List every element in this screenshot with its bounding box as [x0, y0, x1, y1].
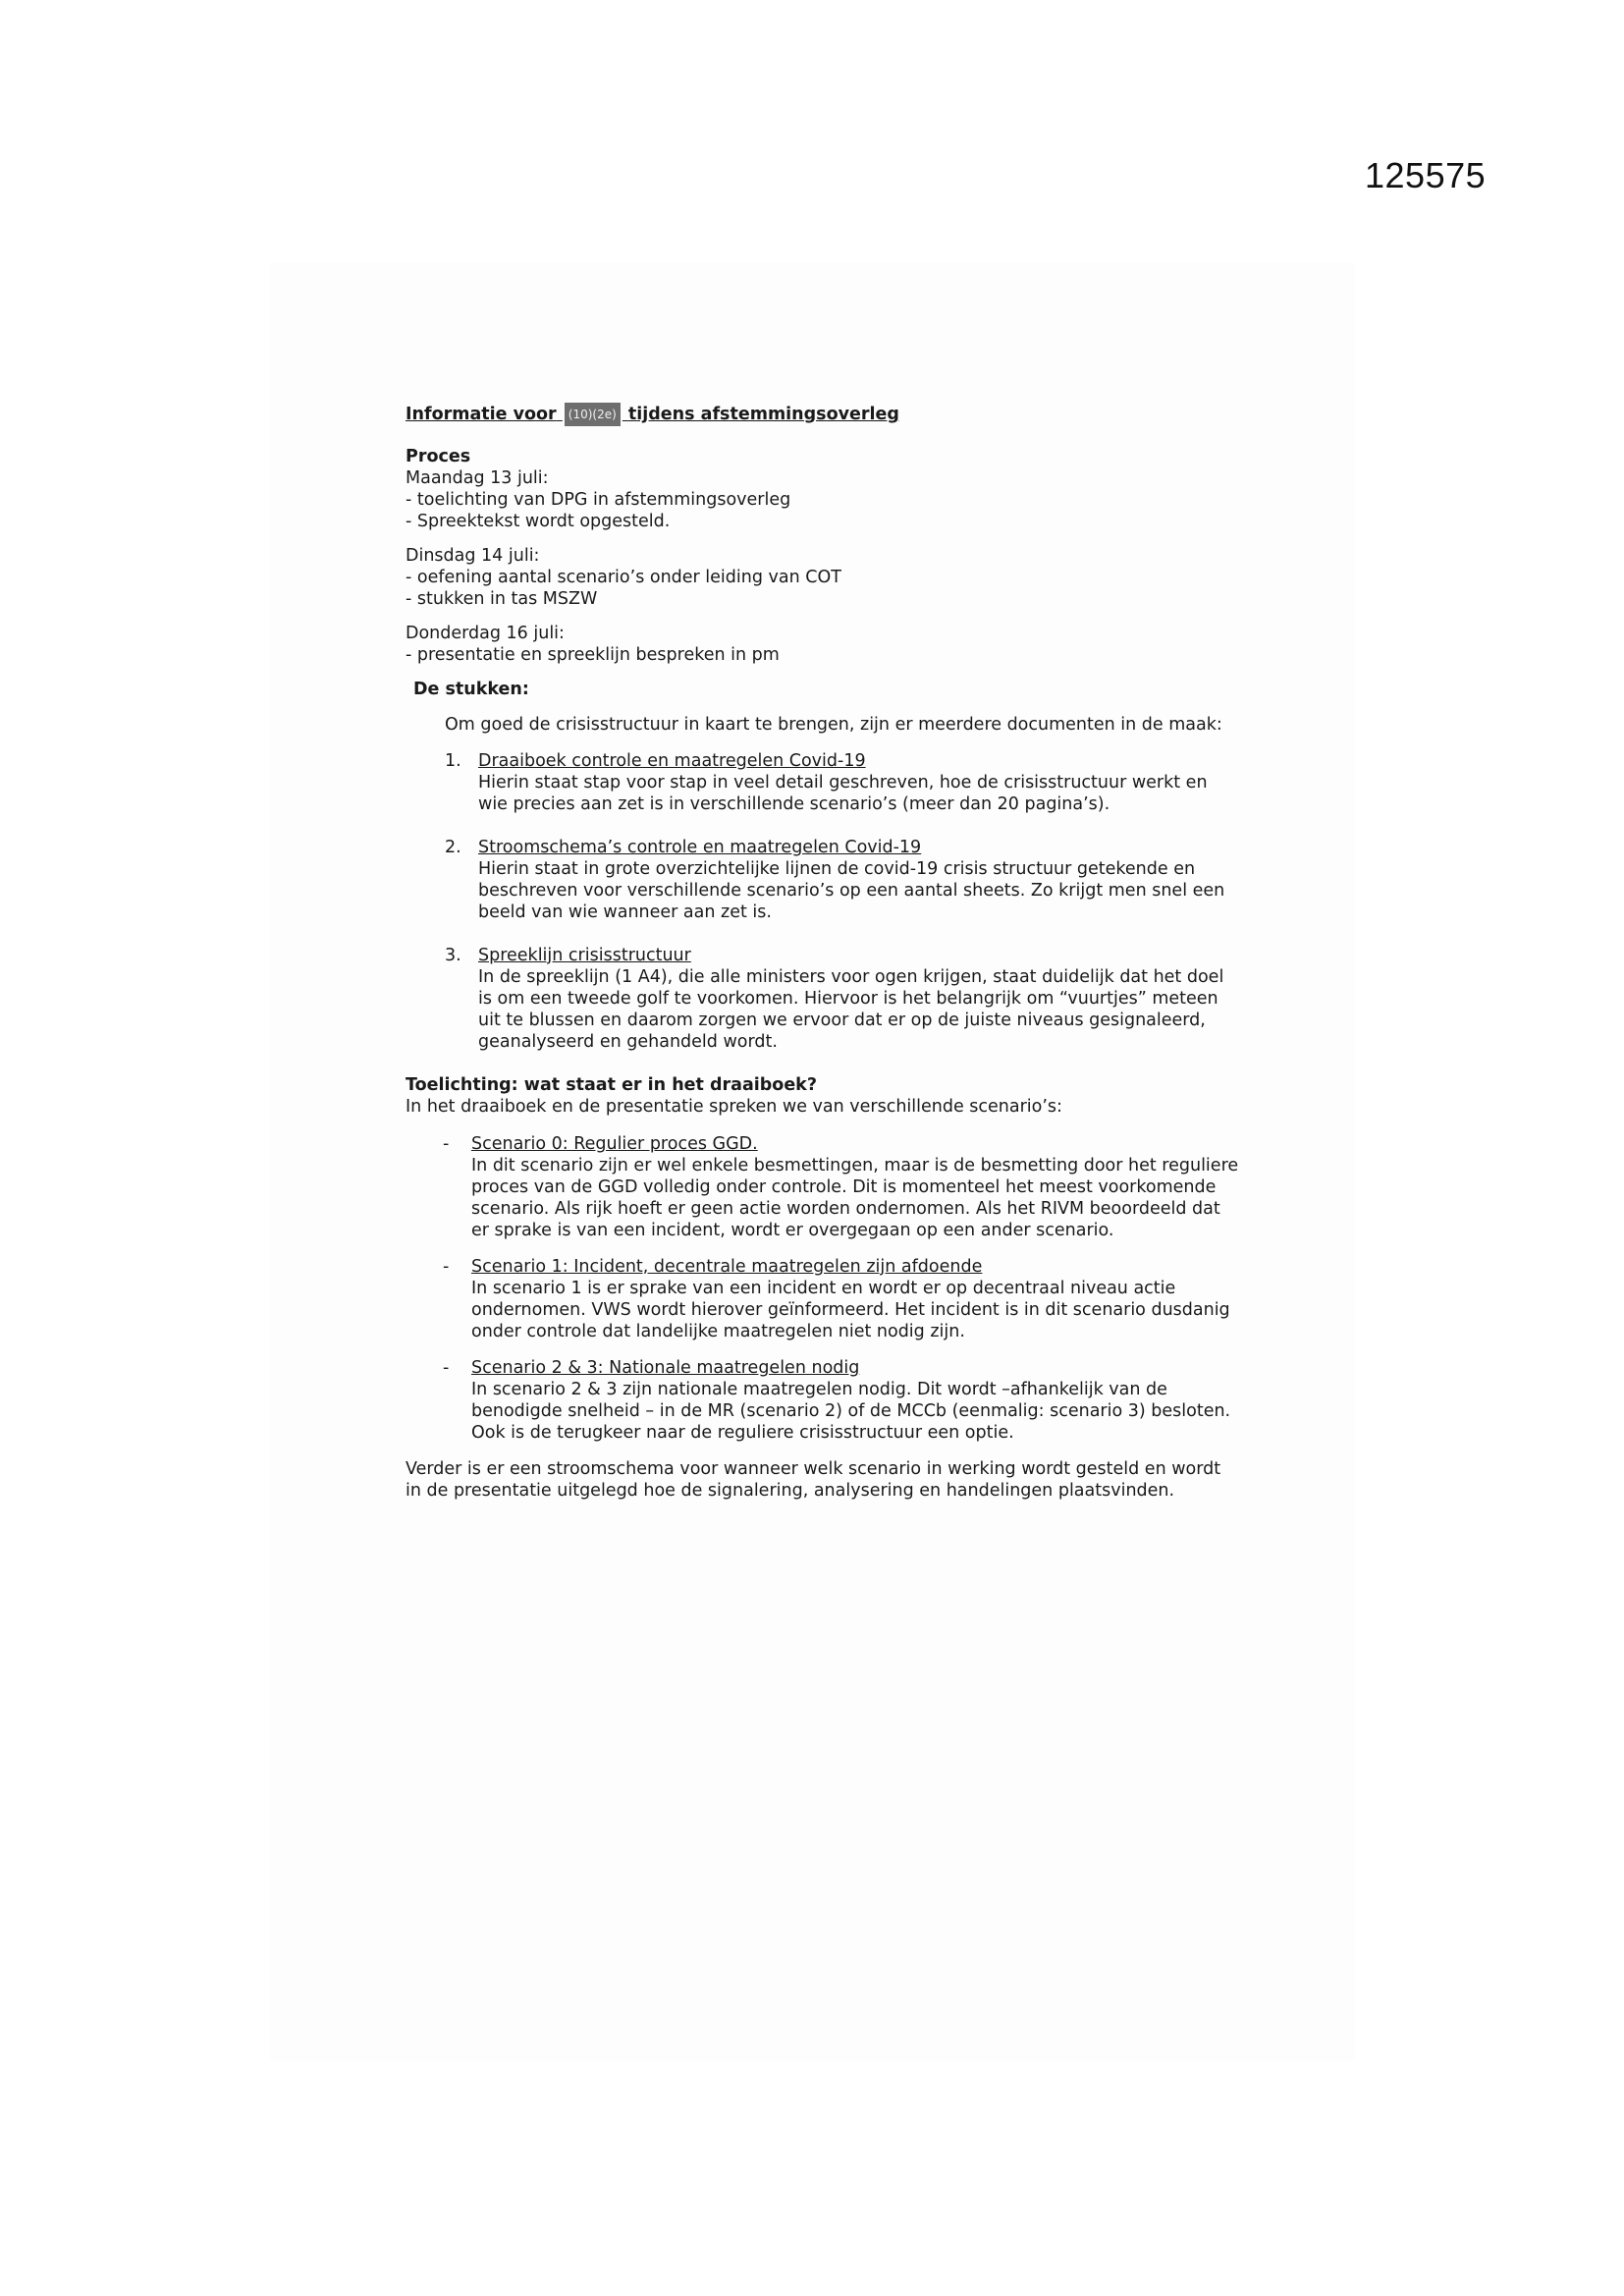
toelichting-section [406, 1074, 1240, 1502]
proces-day-2 [406, 545, 1240, 610]
item-title: Stroomschema’s controle en maatregelen Covid-19 [478, 838, 922, 857]
stukken-section [406, 679, 1240, 1053]
list-item [445, 945, 1240, 1053]
stukken-list [445, 750, 1240, 1053]
scenario-text: In scenario 2 & 3 zijn nationale maatregelen nodig. Dit wordt –afhankelijk van de benodigde snelheid – in de MR (scenario 2) of de MCCb (eenmalig: scenario 3) besloten. Ook is de terugkeer naar de reguliere crisisstructuur een optie. [471, 1380, 1231, 1443]
list-dash: - [443, 1358, 450, 1378]
proces-section [406, 446, 1240, 666]
day-item: - stukken in tas MSZW [406, 589, 598, 609]
scenario-title: Scenario 0: Regulier proces GGD. [471, 1134, 758, 1154]
title-before: Informatie voor [406, 405, 557, 424]
toelichting-intro: In het draaiboek en de presentatie spreken we van verschillende scenario’s: [406, 1097, 1062, 1117]
proces-heading: Proces [406, 447, 471, 466]
item-text: In de spreeklijn (1 A4), die alle ministers voor ogen krijgen, staat duidelijk dat het doel is om een tweede golf te voorkomen. Hiervoor is het belangrijk om “vuurtjes” meteen uit te blussen en daarom zorgen we ervoor dat er op de juiste niveaus gesignaleerd, geanalyseerd en gehandeld wordt. [478, 967, 1224, 1052]
list-item [443, 1256, 1240, 1342]
toelichting-heading: Toelichting: wat staat er in het draaiboek? [406, 1075, 817, 1095]
proces-day-3 [406, 623, 1240, 666]
proces-day-1 [406, 467, 1240, 532]
scenario-text: In dit scenario zijn er wel enkele besmettingen, maar is de besmetting door het reguliere proces van de GGD volledig onder controle. Dit is momenteel het meest voorkomende scenario. Als rijk hoeft er geen actie worden ondernomen. Als het RIVM beoordeeld dat er sprake is van een incident, wordt er overgegaan op een ander scenario. [471, 1156, 1239, 1240]
list-item [443, 1357, 1240, 1444]
item-text: Hierin staat in grote overzichtelijke lijnen de covid-19 crisis structuur getekende en beschreven voor verschillende scenario’s op een aantal sheets. Zo krijgt men snel een beeld van wie wanneer aan zet is. [478, 859, 1225, 922]
document-title [406, 403, 1240, 426]
day-label: Dinsdag 14 juli: [406, 546, 540, 566]
list-dash: - [443, 1134, 450, 1154]
day-label: Maandag 13 juli: [406, 468, 549, 488]
list-item [443, 1133, 1240, 1241]
stukken-heading: De stukken: [413, 680, 529, 699]
scenario-title: Scenario 2 & 3: Nationale maatregelen nodig [471, 1358, 860, 1378]
day-label: Donderdag 16 juli: [406, 624, 565, 643]
title-after: tijdens afstemmingsoverleg [627, 405, 899, 424]
document-number: 125575 [1365, 155, 1487, 195]
item-number: 3. [445, 946, 461, 965]
item-number: 1. [445, 751, 461, 771]
stukken-intro: Om goed de crisisstructuur in kaart te brengen, zijn er meerdere documenten in de maak: [445, 715, 1222, 735]
list-item [445, 750, 1240, 815]
list-item [445, 837, 1240, 923]
day-item: - presentatie en spreeklijn bespreken in pm [406, 645, 780, 665]
scenario-title: Scenario 1: Incident, decentrale maatregelen zijn afdoende [471, 1257, 983, 1277]
document-content [406, 403, 1240, 1502]
day-item: - oefening aantal scenario’s onder leiding van COT [406, 568, 841, 587]
item-title: Spreeklijn crisisstructuur [478, 946, 691, 965]
redaction-mark: (10)(2e) [565, 403, 621, 426]
scenario-list [443, 1133, 1240, 1444]
item-text: Hierin staat stap voor stap in veel detail geschreven, hoe de crisisstructuur werkt en wie precies aan zet is in verschillende scenario’s (meer dan 20 pagina’s). [478, 773, 1208, 814]
item-number: 2. [445, 838, 461, 857]
closing-paragraph: Verder is er een stroomschema voor wanneer welk scenario in werking wordt gesteld en wordt in de presentatie uitgelegd hoe de signalering, analysering en handelingen plaatsvinden. [406, 1459, 1221, 1501]
day-item: - Spreektekst wordt opgesteld. [406, 512, 671, 531]
day-item: - toelichting van DPG in afstemmingsoverleg [406, 490, 791, 510]
item-title: Draaiboek controle en maatregelen Covid-19 [478, 751, 866, 771]
list-dash: - [443, 1257, 450, 1277]
scenario-text: In scenario 1 is er sprake van een incident en wordt er op decentraal niveau actie ondernomen. VWS wordt hierover geïnformeerd. Het incident is in dit scenario dusdanig onder controle dat landelijke maatregelen niet nodig zijn. [471, 1279, 1230, 1341]
